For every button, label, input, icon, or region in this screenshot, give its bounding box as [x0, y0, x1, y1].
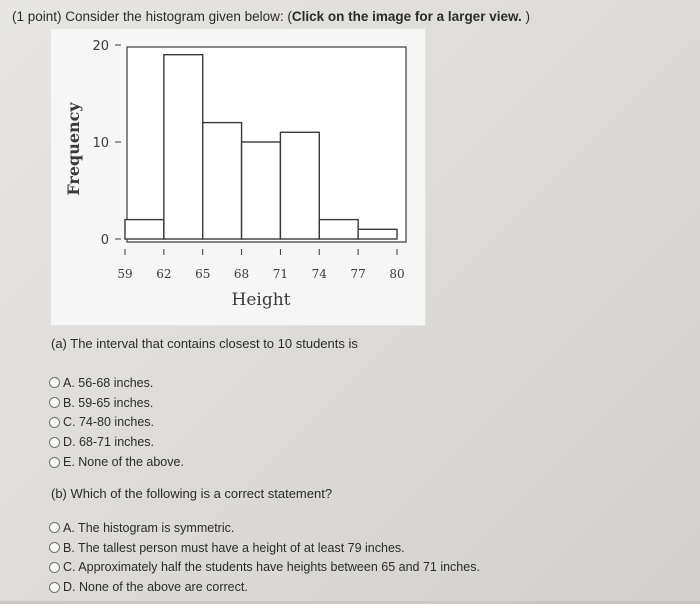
option-label: E. None of the above.: [63, 455, 184, 470]
radio-button-icon[interactable]: [49, 377, 60, 388]
radio-button-icon[interactable]: [49, 437, 60, 448]
question-b-option-a[interactable]: [49, 518, 480, 538]
x-tick-label: 77: [350, 267, 366, 281]
question-a-options: [49, 373, 184, 472]
question-b-option-b[interactable]: [49, 538, 480, 558]
radio-button-icon[interactable]: [49, 582, 60, 593]
histogram-bar: [203, 123, 242, 239]
option-label: D. None of the above are correct.: [63, 580, 248, 595]
question-a-option-c[interactable]: [49, 413, 184, 433]
question-a-prompt: (a) The interval that contains closest to 10 students is: [51, 336, 358, 351]
option-label: B. 59-65 inches.: [63, 395, 154, 410]
question-a-option-d[interactable]: [49, 432, 184, 452]
option-label: C. Approximately half the students have heights between 65 and 71 inches.: [63, 560, 480, 575]
y-tick-label: 10: [92, 136, 109, 151]
question-b-prompt: (b) Which of the following is a correct statement?: [51, 486, 333, 501]
x-tick-label: 59: [117, 267, 133, 281]
x-tick-label: 80: [389, 267, 405, 281]
option-label: A. The histogram is symmetric.: [63, 520, 235, 535]
question-a-option-e[interactable]: [49, 452, 184, 472]
x-axis-label: Height: [231, 290, 291, 310]
radio-button-icon[interactable]: [49, 522, 60, 533]
histogram-bar: [164, 55, 203, 239]
enlarge-image-link[interactable]: Click on the image for a larger view.: [291, 9, 522, 24]
radio-button-icon[interactable]: [49, 457, 60, 468]
question-b-option-c[interactable]: [49, 558, 480, 578]
x-tick-label: 68: [233, 267, 250, 281]
problem-header: [12, 9, 530, 24]
option-label: C. 74-80 inches.: [63, 415, 155, 430]
x-tick-label: 71: [272, 267, 289, 281]
header-prefix: (1 point) Consider the histogram given below: (: [12, 9, 292, 24]
histogram-bar: [242, 142, 281, 239]
question-a-option-b[interactable]: [49, 393, 184, 413]
x-tick-label: 74: [311, 267, 327, 281]
histogram-figure[interactable]: [50, 28, 426, 326]
radio-button-icon[interactable]: [49, 417, 60, 428]
histogram-chart: [51, 29, 425, 325]
question-a-option-a[interactable]: [49, 373, 184, 393]
x-tick-label: 65: [195, 267, 211, 281]
option-label: B. The tallest person must have a height of at least 79 inches.: [63, 540, 405, 555]
histogram-bar: [319, 220, 358, 239]
header-suffix: ): [521, 9, 530, 24]
option-label: D. 68-71 inches.: [63, 435, 155, 450]
y-tick-label: 0: [100, 233, 109, 248]
radio-button-icon[interactable]: [49, 542, 60, 553]
question-b-option-d[interactable]: [49, 577, 480, 597]
question-b-options: [49, 518, 480, 597]
histogram-bar: [125, 220, 164, 239]
histogram-bar: [358, 229, 397, 239]
y-tick-label: 20: [92, 39, 109, 54]
x-tick-label: 62: [156, 267, 172, 281]
option-label: A. 56-68 inches.: [63, 375, 154, 390]
radio-button-icon[interactable]: [49, 562, 60, 573]
y-axis-label: Frequency: [64, 102, 83, 196]
histogram-bar: [280, 132, 319, 239]
radio-button-icon[interactable]: [49, 397, 60, 408]
